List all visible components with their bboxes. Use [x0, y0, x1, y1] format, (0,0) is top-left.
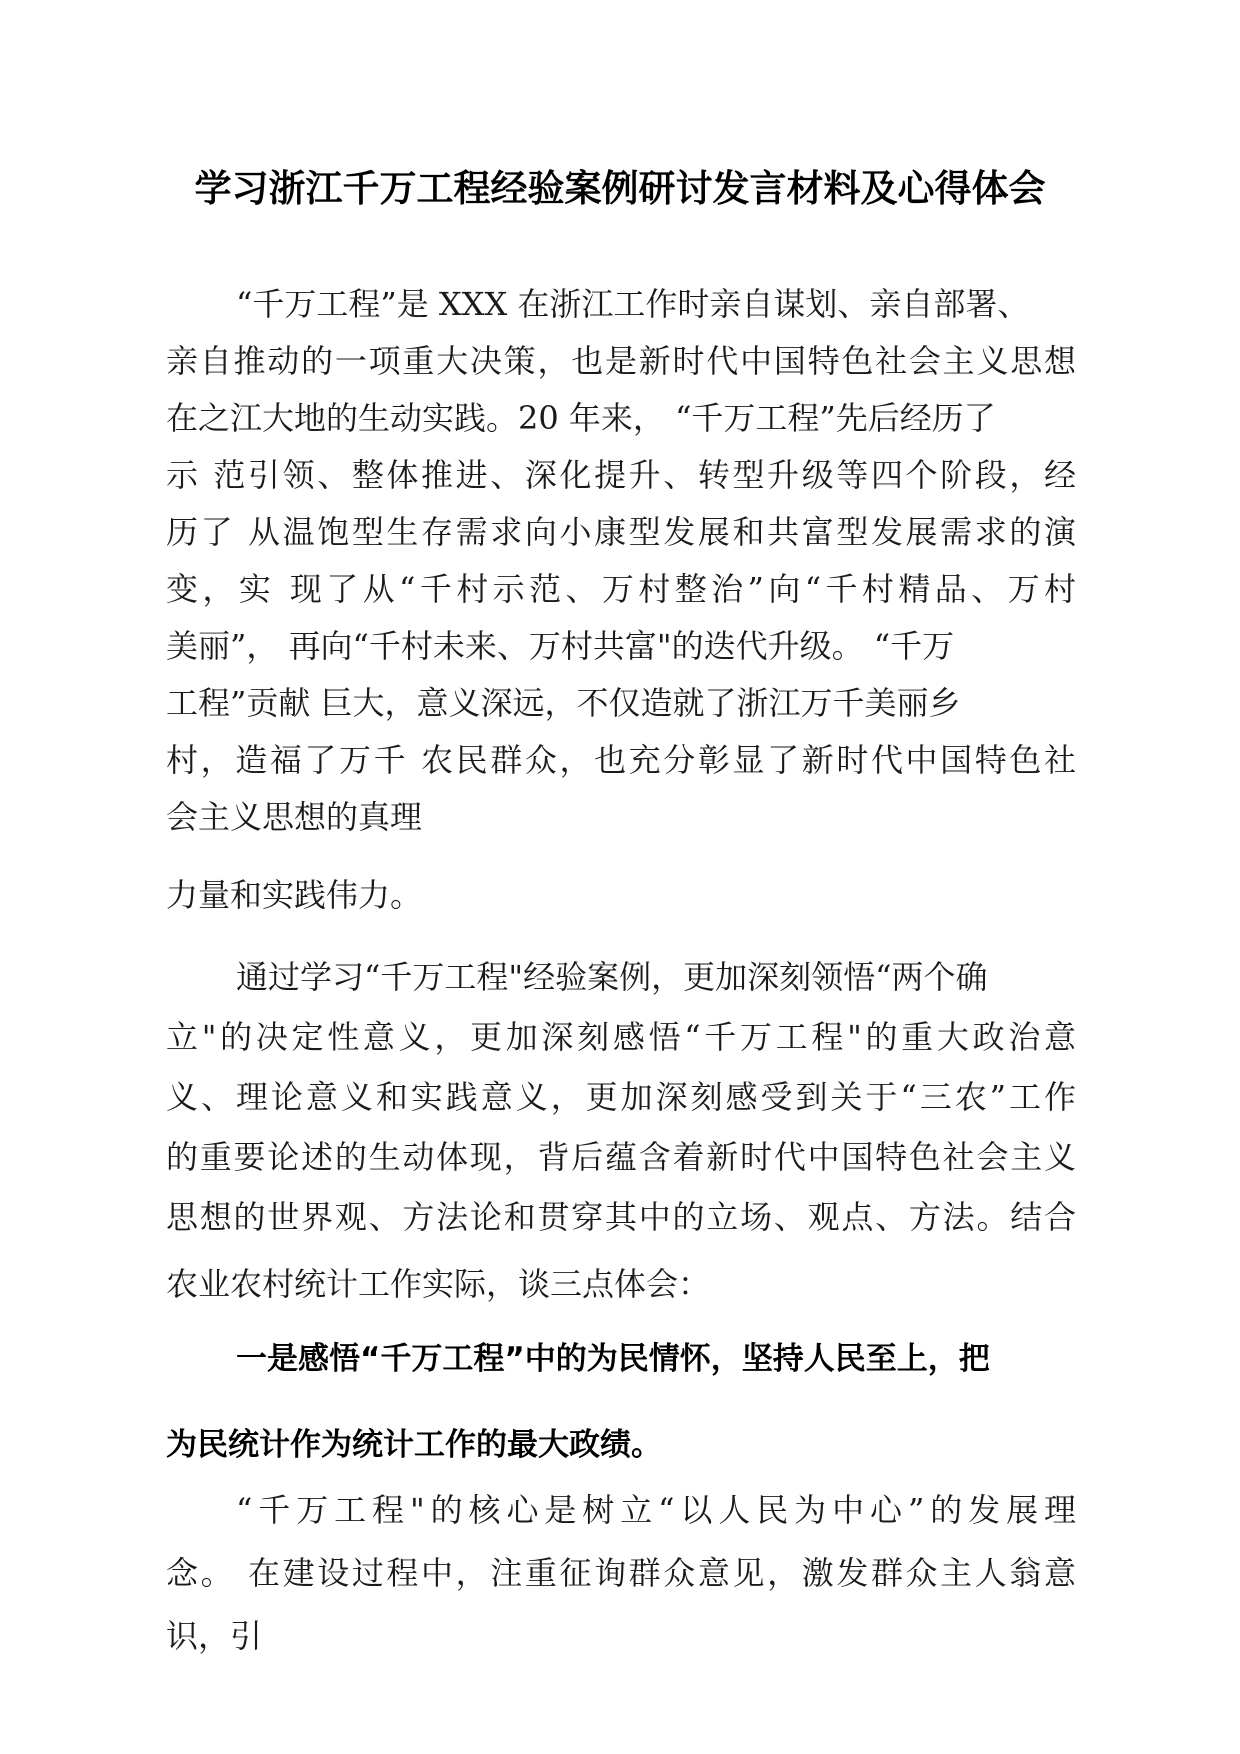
body-text-line: 示 范引领、整体推进、深化提升、转型升级等四个阶段，经 — [166, 456, 1076, 494]
body-text-line: 会主义思想的真理 — [166, 798, 423, 836]
body-text-line: 力量和实践伟力。 — [166, 876, 423, 914]
section-heading-line: 一是感悟“千万工程”中的为民情怀，坚持人民至上，把 — [236, 1341, 990, 1377]
body-text-line: 念。 在建设过程中，注重征询群众意见，激发群众主人翁意 — [166, 1554, 1076, 1592]
body-text-line: 立"的决定性意义，更加深刻感悟“千万工程"的重大政治意 — [166, 1018, 1076, 1056]
body-text-line: “千万工程”是 XXX 在浙江工作时亲自谋划、亲自部署、 — [236, 285, 1030, 323]
body-text-line: 思想的世界观、方法论和贯穿其中的立场、观点、方法。结合 — [166, 1198, 1076, 1236]
body-text-line: 识，引 — [166, 1617, 263, 1655]
body-text-line: 变，实 现了从“千村示范、万村整治”向“千村精品、万村 — [166, 570, 1076, 608]
body-text-line: 在之江大地的生动实践。20 年来， “千万工程”先后经历了 — [166, 399, 996, 437]
body-text-line: 历了 从温饱型生存需求向小康型发展和共富型发展需求的演 — [166, 513, 1076, 551]
body-text-line: 美丽”， 再向“千村未来、万村共富"的迭代升级。 “千万 — [166, 627, 955, 665]
body-text-line: 村，造福了万千 农民群众，也充分彰显了新时代中国特色社 — [166, 741, 1076, 779]
body-text-line: 通过学习“千万工程"经验案例，更加深刻领悟“两个确 — [236, 958, 988, 996]
body-text-line: 亲自推动的一项重大决策，也是新时代中国特色社会主义思想 — [166, 342, 1076, 380]
section-heading-line: 为民统计作为统计工作的最大政绩。 — [166, 1427, 662, 1463]
body-text-line: 义、理论意义和实践意义，更加深刻感受到关于“三农”工作 — [166, 1078, 1076, 1116]
body-text-line: 工程”贡献 巨大，意义深远，不仅造就了浙江万千美丽乡 — [166, 684, 961, 722]
body-text-line: 的重要论述的生动体现，背后蕴含着新时代中国特色社会主义 — [166, 1138, 1076, 1176]
body-text-line: “千万工程"的核心是树立“以人民为中心”的发展理 — [236, 1491, 1076, 1529]
body-text-line: 农业农村统计工作实际，谈三点体会： — [166, 1265, 711, 1303]
document-title: 学习浙江千万工程经验案例研讨发言材料及心得体会 — [194, 166, 1046, 210]
